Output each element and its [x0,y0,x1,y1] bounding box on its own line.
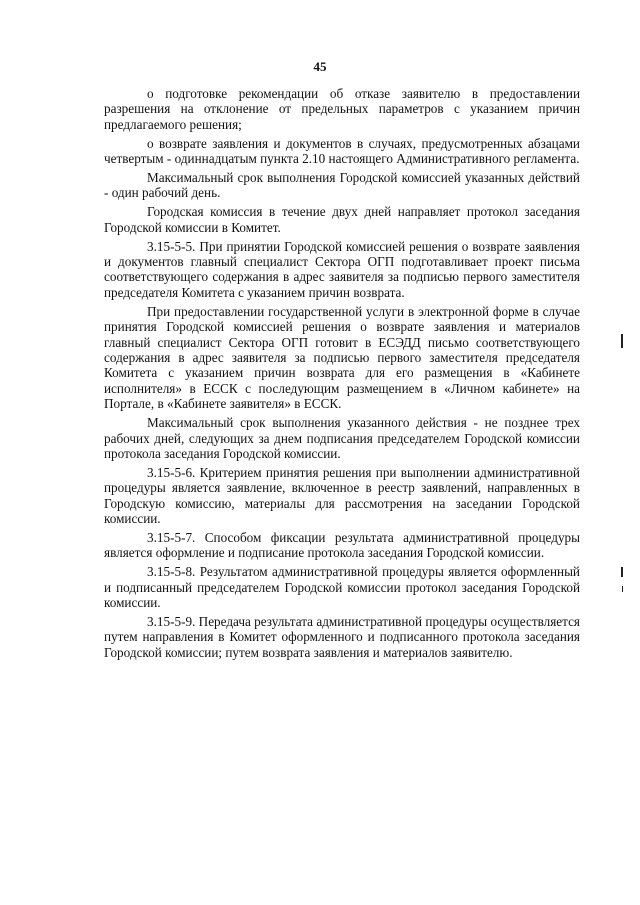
paragraph-max-term-three-days: Максимальный срок выполнения указанного действия - не позднее трех рабочих дней, следующих за днем подписания председателем Городской комиссии протокола заседания Городской комиссии. [104,415,580,461]
paragraph-3-15-5-6: 3.15-5-6. Критерием принятия решения при выполнении административной процедуры является заявление, включенное в реестр заявлений, направленных в Городскую комиссию, материалы для рассмотрения на заседании Городской комиссии. [104,464,580,527]
document-body [104,86,580,664]
scan-edge-mark [621,334,623,348]
paragraph-rejection-recommendation: о подготовке рекомендации об отказе заявителю в предоставлении разрешения на отклонение от предельных параметров с указанием причин предлагаемого решения; [104,86,580,132]
paragraph-electronic-form: При предоставлении государственной услуги в электронной форме в случае принятия Городской комиссией решения о возврате заявления и материалов главный специалист Сектора ОГП готовит в ЕСЭДД письмо соответствующего содержания в адрес заявителя за подписью первого заместителя председателя Комитета с указанием причин возврата для его размещения в «Кабинете исполнителя» в ЕССК с последующим размещением в «Личном кабинете» на Портале, в «Кабинете заявителя» в ЕССК. [104,303,580,412]
paragraph-return-documents: о возврате заявления и документов в случаях, предусмотренных абзацами четвертым - одиннадцатым пункта 2.10 настоящего Административного регламента. [104,135,580,167]
scan-edge-mark [621,567,623,577]
paragraph-max-term-one-day: Максимальный срок выполнения Городской комиссией указанных действий - один рабочий день. [104,170,580,201]
paragraph-3-15-5-5: 3.15-5-5. При принятии Городской комиссией решения о возврате заявления и документов главный специалист Сектора ОГП подготавливает проект письма соответствующего содержания в адрес заявителя за подписью первого заместителя председателя Комитета с указанием причин возврата. [104,238,580,300]
paragraph-protocol-transfer: Городская комиссия в течение двух дней направляет протокол заседания Городской комиссии в Комитет. [104,204,580,235]
scan-edge-mark [622,586,623,592]
paragraph-3-15-5-7: 3.15-5-7. Способом фиксации результата административной процедуры является оформление и подписание протокола заседания Городской комиссии. [104,529,580,561]
page-number: 45 [313,59,327,74]
paragraph-3-15-5-9: 3.15-5-9. Передача результата административной процедуры осуществляется путем направления в Комитет оформленного и подписанного протокола заседания Городской комиссии; путем возврата заявления и материалов заявителю. [104,614,580,660]
paragraph-3-15-5-8: 3.15-5-8. Результатом административной процедуры является оформленный и подписанный председателем Городской комиссии протокол заседания Городской комиссии. [104,564,580,611]
